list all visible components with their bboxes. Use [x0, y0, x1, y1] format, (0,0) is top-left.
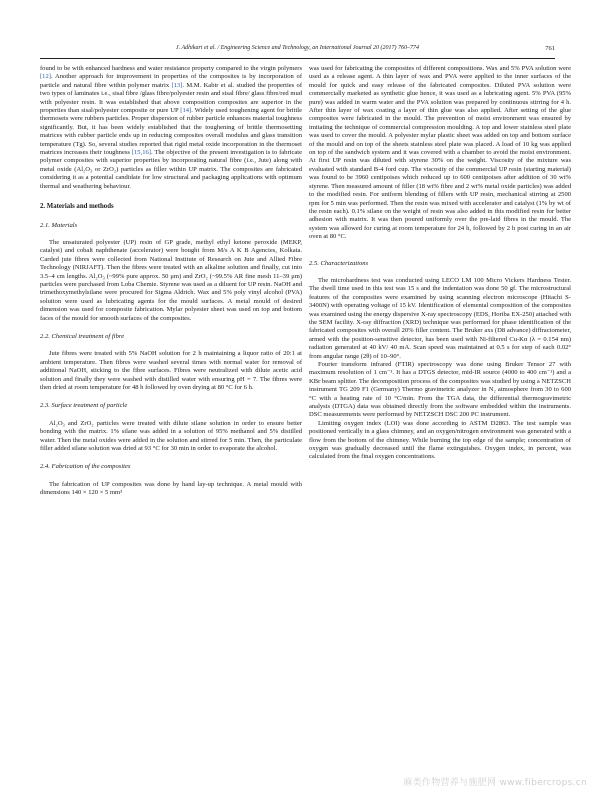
body-paragraph: The fabrication of UP composites was done by hand lay-up technique. A metal mould with dimensions 140 × 120 × 5 mm³ — [40, 480, 302, 497]
body-paragraph: The unsaturated polyester (UP) resin of GP grade, methyl ethyl ketone peroxide (MEKP, catalyst) and cobalt naphthenate (accelerator) were bought from M/s A K B Agencies, Kolkata. Carded jute fibres were collected from National Institute of Research on Jute and Allied Fibre Technology (NIRJAFT). Then the fibres were treated with an alkaline solution and finally, cut into 3.5–4 cm lengths. Al₂O₃ (~99% pure approx. 50 μm) and ZrO₂ (~99.5% AR fine mesh 11–39 μm) particles were purchased from Loba Chemie. Styrene was used as a diluent for UP resin. NaOH and trimethoxymethylsilane were procured for Sigma Aldrich. Wax and 5% poly vinyl alcohol (PVA) solution were used as lubricating agents for the mould surfaces. A metal mould of desired dimension was used for composite fabrication. Mylar polyester sheet was used on top and bottom faces of the mould for smooth surfaces of the composites. — [40, 238, 302, 322]
page-number: 761 — [545, 45, 555, 52]
running-header — [40, 45, 555, 57]
body-paragraph: was used for fabricating the composites of different compositions. Wax and 5% PVA solution were used as a release agent. A thin layer of wax and PVA were applied to the inner surfaces of the mould for quick and easy release of the fabricated composites. Diluted PVA solution were commercially marketed as synthetic glue hence, it was used as a lubricating agent. 5% PVA (95% pure) was added in warm water and the PVA solution was prepared by continuous stirring for 4 h. After thin layer of wax coating a layer of thin glue was also applied. After setting of the glue composites were fabricated in the mould. The prevention of moist environment was ensured by imitating the technique of commercial compression moulding. A top and lower stainless steel plate was used to cover the mould. A polyester mylar plastic sheet was added on top and bottom surface of the mould and on top of the sheets stainless steel plate was placed. A load of 10 kg was applied on top of the sandwich system and it was covered with a chamber to avoid the moist environment. At first UP resin was diluted with styrene 30% on the weight. Viscosity of the mixture was evaluated with standard B-4 ford cup. The viscosity of the commercial UP resin (starting material) was found to be 3960 centipoises which reduced up to 600 centipoises after addition of 30 wt% styrene. Then measured amount of filler (18 wt% fibre and 2 wt% metal oxide particles) was added to the modified resin. For uniform blending of fillers with UP resin, mechanical stirring at 2500 rpm for 5 min was performed. Then the resin was mixed with accelerator and catalyst (1% by wt of the resin each). 0.1% silane on the weight of resin was also added in this modified resin for better adhesion with matrix. It was then poured uniformly over the pre-laid fibres in the mould. The system was allowed for curing at room temperature for 24 h, followed by 2 h post curing in an air oven at 80 °C. — [309, 65, 571, 241]
citation-link[interactable]: [15,16] — [131, 149, 151, 157]
right-column — [309, 65, 571, 462]
intro-text-d: . Widely used toughening agent for brittle thermosets were rubbers particles. Proper dispersion of rubber particle enhances material toughness significantly. But, it has been widely established that the toughening of brittle thermosetting matrices with rubber particle ends up in reducing composites overall modulus and glass transition temperature (Tg). So, several studies reported that rigid metal oxide incorporation in the thermoset matrices increases their toughness — [40, 107, 302, 157]
intro-text-e: . The objective of the present investigation is to fabricate polymer composites with superior properties by incorporating natural fibre (i.e., Jute) along with metal oxide (Al₂O₃ or ZrO₂) particles as filler within UP matrix. The composites are fabricated considering it as a potential candidate for low structural and packaging applications with optimum thermal and weathering behaviour. — [40, 149, 302, 190]
running-title: J. Adhikari et al. / Engineering Science and Technology, an International Journal 20 (2017) 760–774 — [175, 45, 420, 51]
body-paragraph: Al₂O₃ and ZrO₂ particles were treated with dilute silane solution in order to ensure better bonding with the matrix. 1% silane was added in a solution of 95% methanol and 5% distilled water. Then the metal oxides were added in the solution and stirred for 5 min. Then, the particulate filler added silane solution was dried at 93 °C for 30 min in order to evaporate the alcohol. — [40, 419, 302, 453]
citation-link[interactable]: [14] — [180, 107, 192, 115]
header-rule — [40, 58, 555, 59]
subsection-heading: 2.3. Surface treatment of particle — [40, 402, 128, 410]
section-heading: 2. Materials and methods — [40, 203, 114, 211]
body-paragraph: Limiting oxygen index (LOI) was done according to ASTM D2863. The test sample was positioned vertically in a glass chimney, and an oxygen/nitrogen environment was generated with a flow from the bottom of the chimney. While burning the top edge of the sample; concentration of oxygen was gradually decreased until the flame extinguishes. Oxygen index, in percent, was calculated from the final oxygen concentrations. — [309, 419, 571, 461]
body-paragraph: Jute fibres were treated with 5% NaOH solution for 2 h maintaining a liquor ratio of 20:1 at ambient temperature. Then fibres were washed several times with normal water for removal of additional NaOH, sticking to the fibre surfaces. Fibres were neutralized with dilute acetic acid solution and finally they were washed with distilled water with ensuring pH = 7. The fibres were then dried at room temperature for 48 h followed by oven drying at 80 °C for 6 h. — [40, 350, 302, 391]
citation-link[interactable]: [12] — [40, 73, 51, 81]
subsection-heading: 2.5. Characterizations — [309, 259, 369, 267]
subsection-heading: 2.1. Materials — [40, 221, 78, 229]
citation-link[interactable]: [13] — [171, 81, 183, 89]
subsection-heading: 2.2. Chemical treatment of fibre — [40, 332, 125, 340]
intro-paragraph — [40, 65, 302, 191]
watermark: 麻类作物营养与施肥网 www.fibercrops.cn — [403, 778, 587, 788]
body-paragraph: The microhardness test was conducted using LECO LM 100 Micro Vickers Hardness Tester. The dwell time used in this test was 15 s and the indentation was done 50 gf. The microstructural features of the composites were examined by using scanning electron microscope (Hitachi S-3400N) with operating voltage of 15 kV. Identification of elemental composition of the composites was examined using the energy dispersive X-ray spectroscopy (EDS, Horiba EX-250) attached with the SEM facility. X-ray diffraction (XRD) technique was performed for phase identification of the fabricated composites with overall 20% filler content. The Bruker axs (D8 advance) diffractometer, armed with the position-sensitive detector, has been used with Ni-filtered Cu-Kα (λ = 0.154 nm) radiation generated at 40 kV/ 40 mA. Scan speed was maintained at 0.5 s for step of each 0.02° from angular range (2θ) of 10–90°. — [309, 276, 571, 360]
intro-text-c: . M.M. Kabir et al. studied the properties of two types of laminates i.e., sisal fibre /glass fibre/polyester resin and sisal fibre/ glass fibre/red mud with polyester resin. It was established that above composition composites are superior in the properties than sisal/polyester composite or pure UP — [40, 81, 302, 115]
intro-text-b: . Another approach for improvement in properties of the composites is by incorporation of particle and natural fibre within polymer matrix — [40, 73, 302, 89]
left-column — [40, 65, 302, 498]
subsection-heading: 2.4. Fabrication of the composites — [40, 463, 131, 471]
body-paragraph: Fourier transform infrared (FTIR) spectroscopy was done using Bruker Tensor 27 with maximum resolution of 1 cm⁻¹. It has a DTGS detector, mid-IR source (4000 to 400 cm⁻¹) and a KBr beam splitter. The decomposition process of the composites was studied by using a NETZSCH instrument TG 209 F1 (Germany) Thermo gravimetric analyzer in N₂ atmosphere from 30 to 600 °C with a heating rate of 10 °C/min. From the TGA data, the differential thermogravimetric analysis (DTGA) data was obtained directly from the software embedded within the instruments. DSC measurements were performed by NETZSCH DSC 200 PC instrument. — [309, 361, 571, 419]
intro-text-a: found to be with enhanced hardness and water resistance property compared to the virgin polymers — [40, 65, 302, 72]
